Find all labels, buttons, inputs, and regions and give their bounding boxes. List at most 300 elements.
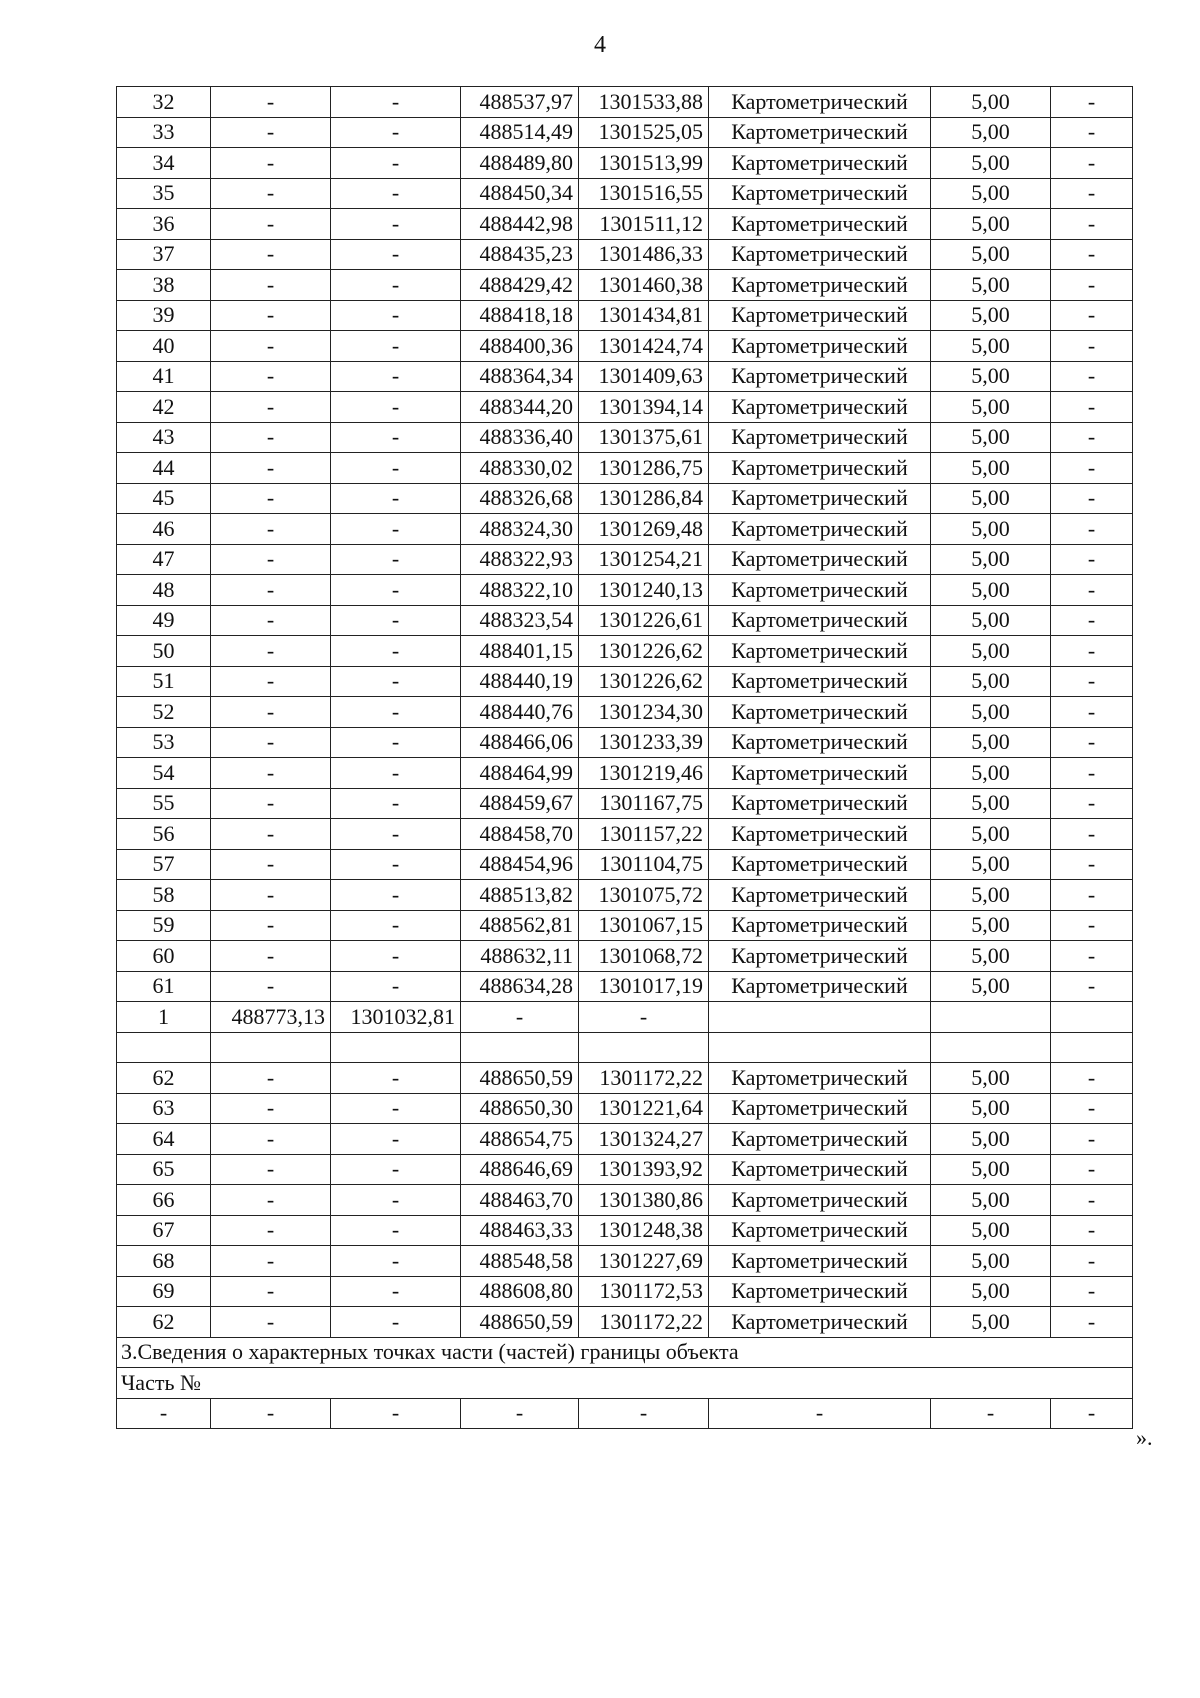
table-cell: - <box>211 453 331 484</box>
table-cell: 5,00 <box>931 270 1051 301</box>
table-row <box>117 697 1133 728</box>
table-cell: Картометрический <box>709 1185 931 1216</box>
table-cell: 1301393,92 <box>579 1154 709 1185</box>
table-cell: 488650,59 <box>461 1307 579 1338</box>
table-cell: 488463,70 <box>461 1185 579 1216</box>
table-cell: 1301286,84 <box>579 483 709 514</box>
table-cell: 1301172,22 <box>579 1063 709 1094</box>
table-cell: Картометрический <box>709 910 931 941</box>
table-cell: - <box>211 239 331 270</box>
table-cell: - <box>1051 148 1133 179</box>
table-cell: - <box>211 1276 331 1307</box>
table-cell: - <box>1051 117 1133 148</box>
table-cell: - <box>211 361 331 392</box>
table-cell: - <box>1051 575 1133 606</box>
table-cell: - <box>211 87 331 118</box>
table-cell: Картометрический <box>709 788 931 819</box>
table-cell: 488323,54 <box>461 605 579 636</box>
table-cell: 488650,30 <box>461 1093 579 1124</box>
table-cell: 488450,34 <box>461 178 579 209</box>
table-cell: - <box>331 331 461 362</box>
table-cell: 488429,42 <box>461 270 579 301</box>
table-cell: - <box>331 819 461 850</box>
table-cell: - <box>331 178 461 209</box>
table-cell: - <box>1051 1154 1133 1185</box>
table-cell: Картометрический <box>709 117 931 148</box>
table-cell: 60 <box>117 941 211 972</box>
table-cell: 488514,49 <box>461 117 579 148</box>
table-cell: - <box>211 1154 331 1185</box>
table-cell: Картометрический <box>709 514 931 545</box>
table-cell: - <box>1051 1398 1133 1429</box>
table-cell: - <box>211 1246 331 1277</box>
table-cell: - <box>1051 636 1133 667</box>
table-cell: 36 <box>117 209 211 240</box>
table-cell: 1 <box>117 1002 211 1033</box>
table-cell: 56 <box>117 819 211 850</box>
table-cell: 5,00 <box>931 1246 1051 1277</box>
table-cell: 38 <box>117 270 211 301</box>
table-cell: 1301075,72 <box>579 880 709 911</box>
table-cell: - <box>331 1185 461 1216</box>
table-cell: - <box>211 1124 331 1155</box>
table-cell: 33 <box>117 117 211 148</box>
table-row <box>117 1093 1133 1124</box>
table-cell: - <box>1051 239 1133 270</box>
table-cell: 488608,80 <box>461 1276 579 1307</box>
table-row <box>117 270 1133 301</box>
table-cell: 5,00 <box>931 1124 1051 1155</box>
table-cell: 66 <box>117 1185 211 1216</box>
table-cell: - <box>211 849 331 880</box>
table-cell: - <box>1051 605 1133 636</box>
table-row <box>117 758 1133 789</box>
table-cell: - <box>211 697 331 728</box>
table-cell: 488632,11 <box>461 941 579 972</box>
table-cell: - <box>1051 1063 1133 1094</box>
section3-body <box>117 1337 1133 1429</box>
table-cell: 41 <box>117 361 211 392</box>
table-cell: 1301424,74 <box>579 331 709 362</box>
table-cell: - <box>331 727 461 758</box>
table-row <box>117 575 1133 606</box>
table-cell: 55 <box>117 788 211 819</box>
table-row <box>117 1002 1133 1033</box>
table-cell: Картометрический <box>709 1124 931 1155</box>
table-row <box>117 1276 1133 1307</box>
table-row <box>117 819 1133 850</box>
table-cell: - <box>211 666 331 697</box>
table-cell: Картометрический <box>709 270 931 301</box>
table-cell: - <box>331 788 461 819</box>
table-cell: 488459,67 <box>461 788 579 819</box>
table-cell <box>1051 1002 1133 1033</box>
table-cell: 5,00 <box>931 331 1051 362</box>
table-cell: - <box>211 422 331 453</box>
table-cell: 488537,97 <box>461 87 579 118</box>
table-cell: - <box>1051 331 1133 362</box>
table-cell: - <box>331 453 461 484</box>
table-cell: - <box>331 422 461 453</box>
table-cell: - <box>1051 1124 1133 1155</box>
table-cell: 1301240,13 <box>579 575 709 606</box>
table-cell: 5,00 <box>931 1307 1051 1338</box>
table-cell: - <box>331 209 461 240</box>
table-cell: - <box>331 544 461 575</box>
table-cell: 50 <box>117 636 211 667</box>
table-cell: 34 <box>117 148 211 179</box>
table-cell: Картометрический <box>709 209 931 240</box>
table-cell: 57 <box>117 849 211 880</box>
table-cell: 5,00 <box>931 971 1051 1002</box>
table-cell: 488654,75 <box>461 1124 579 1155</box>
table-row <box>117 148 1133 179</box>
table-row <box>117 209 1133 240</box>
table-cell: 488322,93 <box>461 544 579 575</box>
table-cell: - <box>331 758 461 789</box>
table-cell: 40 <box>117 331 211 362</box>
table-cell <box>1051 1032 1133 1063</box>
table-cell <box>931 1002 1051 1033</box>
table-row <box>117 971 1133 1002</box>
table-cell: 1301248,38 <box>579 1215 709 1246</box>
section3-title-row <box>117 1337 1133 1368</box>
table-cell: 37 <box>117 239 211 270</box>
table-cell: - <box>1051 1307 1133 1338</box>
table-cell: 5,00 <box>931 148 1051 179</box>
part-number-row <box>117 1368 1133 1399</box>
table-cell: 1301375,61 <box>579 422 709 453</box>
table-cell: - <box>1051 1276 1133 1307</box>
table-cell: - <box>1051 483 1133 514</box>
table-cell: 1301017,19 <box>579 971 709 1002</box>
table-cell: 1301460,38 <box>579 270 709 301</box>
table-cell: 49 <box>117 605 211 636</box>
table-cell: - <box>1051 971 1133 1002</box>
table-cell: - <box>1051 87 1133 118</box>
table-cell: - <box>211 270 331 301</box>
table-cell <box>931 1032 1051 1063</box>
table-cell: 1301227,69 <box>579 1246 709 1277</box>
table-cell: - <box>331 636 461 667</box>
table-cell: 1301286,75 <box>579 453 709 484</box>
table-cell: 44 <box>117 453 211 484</box>
table-cell: 488458,70 <box>461 819 579 850</box>
table-cell: 488418,18 <box>461 300 579 331</box>
table-cell: 1301032,81 <box>331 1002 461 1033</box>
table-cell: 5,00 <box>931 1063 1051 1094</box>
table-cell: - <box>1051 910 1133 941</box>
table-row <box>117 636 1133 667</box>
table-cell: - <box>331 575 461 606</box>
table-row <box>117 788 1133 819</box>
table-cell: - <box>1051 422 1133 453</box>
table-cell: - <box>331 849 461 880</box>
table-cell: 5,00 <box>931 178 1051 209</box>
table-cell: - <box>331 666 461 697</box>
table-cell: 5,00 <box>931 1185 1051 1216</box>
table-cell: - <box>331 87 461 118</box>
table-cell: 488400,36 <box>461 331 579 362</box>
table-cell: - <box>331 880 461 911</box>
table-cell: 1301380,86 <box>579 1185 709 1216</box>
table-cell: - <box>931 1398 1051 1429</box>
table-cell: 39 <box>117 300 211 331</box>
table-cell: Картометрический <box>709 87 931 118</box>
table-cell: - <box>579 1002 709 1033</box>
table-row <box>117 239 1133 270</box>
table-cell: - <box>331 392 461 423</box>
table-cell: 488324,30 <box>461 514 579 545</box>
table-cell: - <box>331 1246 461 1277</box>
table-cell: - <box>211 1215 331 1246</box>
table-cell: - <box>1051 819 1133 850</box>
table-cell: Картометрический <box>709 697 931 728</box>
page-number: 4 <box>594 32 606 58</box>
table-cell: 1301513,99 <box>579 148 709 179</box>
table-cell: 5,00 <box>931 788 1051 819</box>
table-cell: 1301167,75 <box>579 788 709 819</box>
table-row <box>117 361 1133 392</box>
table-cell: Картометрический <box>709 483 931 514</box>
table-cell: 64 <box>117 1124 211 1155</box>
table-cell: 488634,28 <box>461 971 579 1002</box>
table-cell <box>331 1032 461 1063</box>
table-cell: Картометрический <box>709 819 931 850</box>
table-cell: 1301486,33 <box>579 239 709 270</box>
table-cell: - <box>1051 1246 1133 1277</box>
table-cell: - <box>331 605 461 636</box>
table-cell: - <box>331 941 461 972</box>
table-cell: 51 <box>117 666 211 697</box>
table-cell: 5,00 <box>931 849 1051 880</box>
table-cell: 488463,33 <box>461 1215 579 1246</box>
table-cell: 62 <box>117 1063 211 1094</box>
table-cell: 5,00 <box>931 392 1051 423</box>
table-cell: - <box>211 392 331 423</box>
table-row <box>117 453 1133 484</box>
table-cell: 54 <box>117 758 211 789</box>
table-cell: 59 <box>117 910 211 941</box>
table-row <box>117 1124 1133 1155</box>
table-cell: - <box>331 239 461 270</box>
table-cell: 52 <box>117 697 211 728</box>
table-cell: - <box>1051 514 1133 545</box>
table-cell: 488364,34 <box>461 361 579 392</box>
table-row <box>117 1063 1133 1094</box>
table-cell: Картометрический <box>709 941 931 972</box>
table-cell: - <box>331 300 461 331</box>
table-cell: 5,00 <box>931 1154 1051 1185</box>
table-cell: 46 <box>117 514 211 545</box>
table-cell <box>211 1032 331 1063</box>
table-row <box>117 727 1133 758</box>
table-cell: 1301172,22 <box>579 1307 709 1338</box>
table-cell: - <box>461 1398 579 1429</box>
table-cell: 63 <box>117 1093 211 1124</box>
table-cell: 488513,82 <box>461 880 579 911</box>
table-cell: 67 <box>117 1215 211 1246</box>
table-cell: Картометрический <box>709 300 931 331</box>
table-cell: - <box>331 514 461 545</box>
table-cell: - <box>1051 758 1133 789</box>
table-cell: 5,00 <box>931 87 1051 118</box>
table-cell: 62 <box>117 1307 211 1338</box>
table-cell: 1301226,62 <box>579 666 709 697</box>
table-cell: Картометрический <box>709 971 931 1002</box>
table-cell: - <box>331 1398 461 1429</box>
table-row <box>117 1185 1133 1216</box>
table-row <box>117 941 1133 972</box>
table-cell: 1301533,88 <box>579 87 709 118</box>
table-cell: - <box>211 148 331 179</box>
table-cell: - <box>211 971 331 1002</box>
table-cell: - <box>211 727 331 758</box>
table-cell: - <box>331 697 461 728</box>
table-cell: Картометрический <box>709 392 931 423</box>
table-cell: Картометрический <box>709 239 931 270</box>
table-cell: 32 <box>117 87 211 118</box>
table-cell: - <box>1051 1093 1133 1124</box>
table-cell: Картометрический <box>709 361 931 392</box>
table-cell: 5,00 <box>931 544 1051 575</box>
table-cell: 488401,15 <box>461 636 579 667</box>
table-row <box>117 544 1133 575</box>
table-cell: 58 <box>117 880 211 911</box>
table-cell: 488322,10 <box>461 575 579 606</box>
table-cell: 5,00 <box>931 117 1051 148</box>
closing-quote: ». <box>1136 1425 1153 1450</box>
table-cell: - <box>331 1063 461 1094</box>
table-cell: - <box>211 758 331 789</box>
table-cell: - <box>331 1307 461 1338</box>
table-cell: - <box>461 1002 579 1033</box>
table-cell: 1301221,64 <box>579 1093 709 1124</box>
table-cell: 1301254,21 <box>579 544 709 575</box>
part-number-label: Часть № <box>117 1368 1133 1399</box>
table-cell: - <box>211 209 331 240</box>
table-cell: 1301104,75 <box>579 849 709 880</box>
table-cell: 1301226,62 <box>579 636 709 667</box>
table-cell: 5,00 <box>931 880 1051 911</box>
table-cell: 5,00 <box>931 1215 1051 1246</box>
table-cell: 65 <box>117 1154 211 1185</box>
table-cell: 5,00 <box>931 666 1051 697</box>
table-cell: 5,00 <box>931 422 1051 453</box>
table-cell: - <box>1051 666 1133 697</box>
section3-empty-row <box>117 1398 1133 1429</box>
table-row <box>117 514 1133 545</box>
table-cell: Картометрический <box>709 1276 931 1307</box>
table-cell: - <box>331 971 461 1002</box>
table-cell: 1301434,81 <box>579 300 709 331</box>
table-cell: 488344,20 <box>461 392 579 423</box>
table-row <box>117 483 1133 514</box>
table-row <box>117 300 1133 331</box>
table-cell: Картометрический <box>709 758 931 789</box>
table-cell: 1301525,05 <box>579 117 709 148</box>
boundary-points-table <box>116 86 1133 1429</box>
table-row <box>117 1246 1133 1277</box>
table-cell: - <box>211 880 331 911</box>
table-cell: 5,00 <box>931 727 1051 758</box>
table-cell: 5,00 <box>931 575 1051 606</box>
table-cell: - <box>211 178 331 209</box>
table-cell: - <box>331 1154 461 1185</box>
table-cell: Картометрический <box>709 178 931 209</box>
table-cell: 5,00 <box>931 453 1051 484</box>
table-cell: 45 <box>117 483 211 514</box>
table-cell: 488326,68 <box>461 483 579 514</box>
table-row <box>117 910 1133 941</box>
table-cell: Картометрический <box>709 1093 931 1124</box>
table-cell: 35 <box>117 178 211 209</box>
table-cell: - <box>211 300 331 331</box>
table-cell: 1301226,61 <box>579 605 709 636</box>
table-cell: Картометрический <box>709 422 931 453</box>
table-cell: 488548,58 <box>461 1246 579 1277</box>
table-cell: 61 <box>117 971 211 1002</box>
table-cell: 69 <box>117 1276 211 1307</box>
table-cell: - <box>211 575 331 606</box>
table-cell: 43 <box>117 422 211 453</box>
table-cell: 5,00 <box>931 239 1051 270</box>
table-cell: - <box>211 941 331 972</box>
table-cell: 53 <box>117 727 211 758</box>
table-cell: - <box>1051 941 1133 972</box>
table-cell: - <box>1051 178 1133 209</box>
table-cell: 5,00 <box>931 361 1051 392</box>
table-cell: - <box>211 483 331 514</box>
table-cell: 488440,19 <box>461 666 579 697</box>
table-row <box>117 666 1133 697</box>
table-cell: - <box>1051 1185 1133 1216</box>
table-cell: Картометрический <box>709 1307 931 1338</box>
table-cell: 5,00 <box>931 910 1051 941</box>
table-cell: - <box>211 636 331 667</box>
table-cell: 5,00 <box>931 819 1051 850</box>
table-cell: 5,00 <box>931 300 1051 331</box>
table-cell: Картометрический <box>709 666 931 697</box>
table-cell: 1301157,22 <box>579 819 709 850</box>
table-row <box>117 87 1133 118</box>
table-cell: - <box>1051 270 1133 301</box>
table-cell: - <box>211 544 331 575</box>
table-cell: 488442,98 <box>461 209 579 240</box>
table-cell: - <box>331 148 461 179</box>
table-cell: 488489,80 <box>461 148 579 179</box>
table-cell: - <box>331 1276 461 1307</box>
table-cell: Картометрический <box>709 1063 931 1094</box>
table-cell: 488336,40 <box>461 422 579 453</box>
table-cell: Картометрический <box>709 148 931 179</box>
table-row <box>117 1215 1133 1246</box>
table-row <box>117 178 1133 209</box>
table-cell: - <box>1051 361 1133 392</box>
table-cell: 5,00 <box>931 1093 1051 1124</box>
table-cell <box>579 1032 709 1063</box>
table-cell: - <box>709 1398 931 1429</box>
table-cell: 1301516,55 <box>579 178 709 209</box>
table-cell: 1301234,30 <box>579 697 709 728</box>
table-cell: 47 <box>117 544 211 575</box>
table-cell: 488773,13 <box>211 1002 331 1033</box>
table-cell: - <box>579 1398 709 1429</box>
table-cell: 5,00 <box>931 697 1051 728</box>
table-cell: Картометрический <box>709 605 931 636</box>
table-cell: Картометрический <box>709 636 931 667</box>
table-cell: 5,00 <box>931 1276 1051 1307</box>
